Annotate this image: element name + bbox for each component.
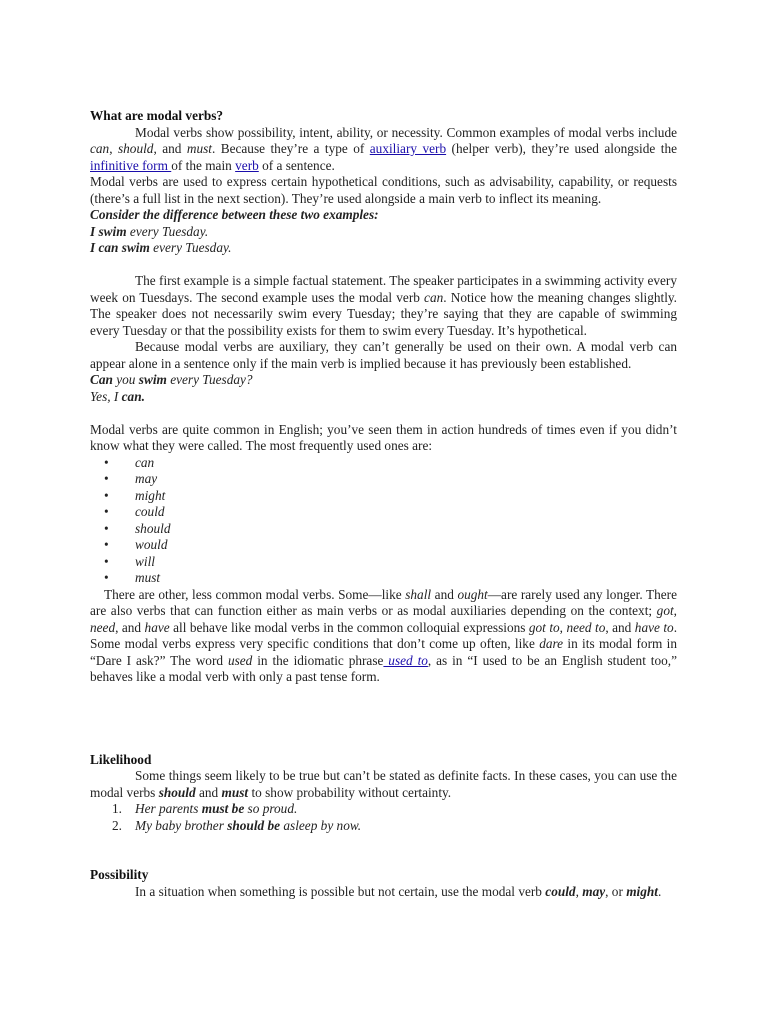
bullet-icon: • (104, 520, 109, 536)
spacer (90, 405, 677, 422)
list-item: • may (104, 471, 158, 486)
paragraph-hypothetical: Modal verbs are used to express certain hypothetical conditions, such as advisability, capability, or requests (there’s a full list in the next section). They’re used alongside a main verb to inflect its meaning. (90, 174, 677, 206)
paragraph-auxiliary: Because modal verbs are auxiliary, they can’t generally be used on their own. A modal verb can appear alone in a sentence only if the main verb is implied because it has previously been established. (90, 339, 677, 371)
bullet-icon: • (104, 570, 109, 585)
link-used-to[interactable]: used to (383, 652, 428, 668)
list-item: • would (104, 537, 168, 552)
question-example: Can you swim every Tuesday? (90, 372, 253, 387)
list-item: • must (104, 570, 161, 585)
bullet-icon: • (104, 537, 109, 552)
answer-example: Yes, I can. (90, 388, 145, 404)
list-item: • should (104, 520, 171, 536)
modal-verb-list (90, 455, 677, 587)
link-auxiliary-verb[interactable]: auxiliary verb (369, 141, 447, 156)
heading-likelihood: Likelihood (90, 751, 152, 767)
list-item: 2. My baby brother should be asleep by now. (112, 817, 362, 833)
paragraph-less-common: There are other, less common modal verbs. Some—like shall and ought—are rarely used any longer. There are also verbs that can function either as main verbs or as modal auxiliaries depending on the context; got, need, and have all behave like modal verbs in the common colloquial expressions got to, need to, and have to. Some modal verbs express very specific conditions that don’t come up often, like dare in its modal form in “Dare I ask?” The word used in the idiomatic phrase used to, as in “I used to be an English student too,” behaves like a modal verb with only a past tense form. (90, 586, 678, 684)
list-item: 1. Her parents must be so proud. (112, 801, 298, 816)
consider-line: Consider the difference between these two examples: (90, 207, 379, 222)
heading-possibility: Possibility (90, 867, 149, 882)
list-item: • might (104, 487, 166, 503)
bullet-icon: • (104, 471, 109, 486)
heading-what-are-modal-verbs: What are modal verbs? (90, 108, 224, 123)
paragraph-intro: Modal verbs show possibility, intent, ability, or necessity. Common examples of modal verbs include can, should, and must. Because they’re a type of auxiliary verb (helper verb), they’re used alongside the infinitive form of the main verb of a sentence. (90, 124, 677, 173)
bullet-icon: • (104, 454, 109, 470)
list-item: • can (104, 454, 155, 470)
link-verb[interactable]: verb (235, 157, 259, 173)
paragraph-common: Modal verbs are quite common in English; you’ve seen them in action hundreds of times even if you didn’t know what they were called. The most frequently used ones are: (90, 421, 677, 453)
bullet-icon: • (104, 504, 109, 519)
paragraph-likelihood: Some things seem likely to be true but can’t be stated as definite facts. In these cases, you can use the modal verbs should and must to show probability without certainty. (90, 768, 677, 800)
paragraph-possibility: In a situation when something is possible but not certain, use the modal verb could, may, or might. (135, 883, 662, 899)
example-2: I can swim every Tuesday. (90, 240, 232, 255)
document-page (90, 108, 677, 900)
spacer (90, 834, 677, 867)
spacer (90, 257, 677, 274)
list-item: • could (104, 504, 165, 519)
example-1: I swim every Tuesday. (90, 223, 209, 239)
list-item: • will (104, 553, 155, 569)
bullet-icon: • (104, 553, 109, 569)
bullet-icon: • (104, 487, 109, 503)
likelihood-examples (90, 801, 677, 834)
spacer (90, 686, 677, 752)
paragraph-first-example: The first example is a simple factual statement. The speaker participates in a swimming activity every week on Tuesdays. The second example uses the modal verb can. Notice how the meaning changes slightly. The speaker does not necessarily swim every Tuesday; they’re saying that they are capable of swimming every Tuesday or that the possibility exists for them to swim every Tuesday. It’s hypothetical. (90, 273, 677, 338)
link-infinitive-form[interactable]: infinitive form (90, 157, 172, 173)
